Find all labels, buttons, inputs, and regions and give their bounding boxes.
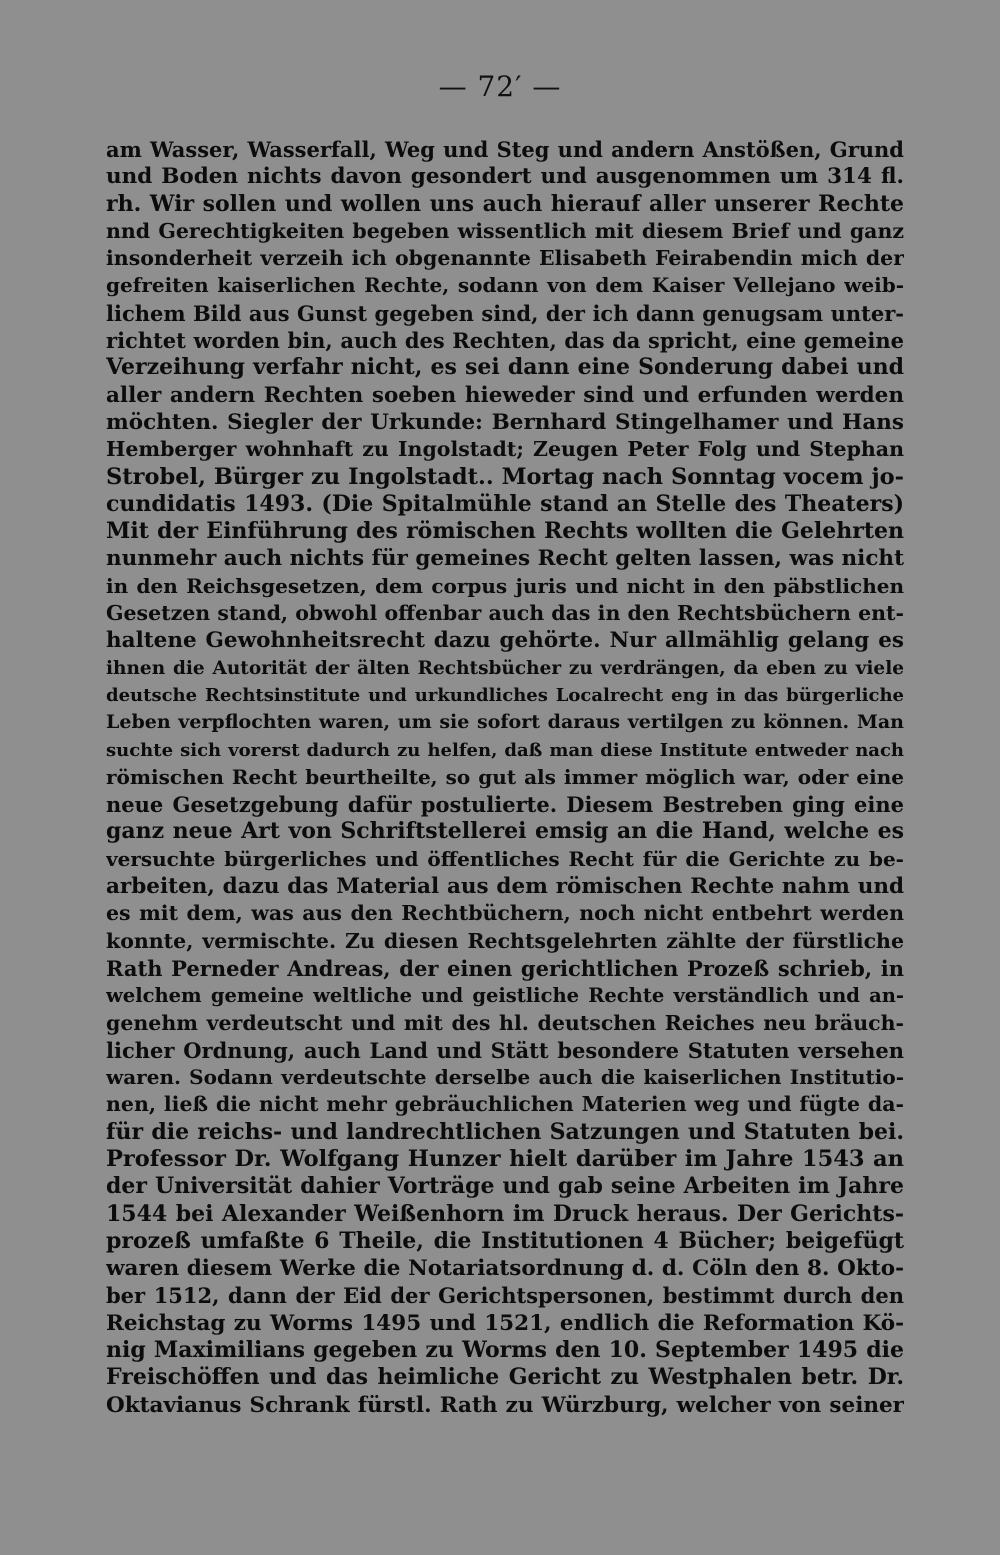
text-line: arbeiten, dazu das Material aus dem römischen Rechte nahm und [106, 874, 904, 900]
text-line: insonderheit verzeih ich obgenannte Elisabeth Feirabendin mich der [106, 246, 904, 271]
text-line: nen, ließ die nicht mehr gebräuchlichen Materien weg und fügte da- [106, 1092, 904, 1117]
text-line: ihnen die Autorität der älten Rechtsbücher zu verdrängen, da eben zu viele [106, 657, 904, 679]
text-line: lichem Bild aus Gunst gegeben sind, der ich dann genugsam unter- [106, 300, 904, 326]
text-line: neue Gesetzgebung dafür postulierte. Diesem Bestreben ging eine [106, 792, 904, 818]
text-line: haltene Gewohnheitsrecht dazu gehörte. Nur allmählig gelang es [106, 628, 904, 654]
text-line: suchte sich vorerst dadurch zu helfen, daß man diese Institute entweder nach [106, 739, 904, 761]
text-line: waren diesem Werke die Notariatsordnung d. d. Cöln den 8. Okto- [106, 1256, 904, 1282]
text-line: Mit der Einführung des römischen Rechts wollten die Gelehrten [106, 518, 904, 545]
text-line: 1544 bei Alexander Weißenhorn im Druck heraus. Der Gerichts- [106, 1200, 904, 1227]
text-line: nig Maximilians gegeben zu Worms den 10. September 1495 die [106, 1337, 904, 1364]
text-line: der Universität dahier Vorträge und gab seine Arbeiten im Jahre [106, 1173, 904, 1200]
text-line: deutsche Rechtsinstitute und urkundliches Localrecht eng in das bürgerliche [106, 684, 904, 706]
text-line: waren. Sodann verdeutschte derselbe auch die kaiserlichen Institutio- [106, 1065, 904, 1090]
text-line: in den Reichsgesetzen, dem corpus juris und nicht in den päbstlichen [106, 573, 904, 598]
text-line: am Wasser, Wasserfall, Weg und Steg und andern Anstößen, Grund [106, 137, 904, 162]
text-line: möchten. Siegler der Urkunde: Bernhard Stingelhamer und Hans [106, 409, 904, 435]
text-line: Reichstag zu Worms 1495 und 1521, endlich die Reformation Kö- [106, 1310, 904, 1336]
text-line: ganz neue Art von Schriftstellerei emsig an die Hand, welche es [106, 818, 904, 845]
text-line: nunmehr auch nichts für gemeines Recht gelten lassen, was nicht [106, 546, 904, 572]
text-line: für die reichs- und landrechtlichen Satzungen und Statuten bei. [106, 1118, 904, 1145]
text-line: Freischöffen und das heimliche Gericht zu Westphalen betr. Dr. [106, 1364, 904, 1391]
text-line: Professor Dr. Wolfgang Hunzer hielt darüber im Jahre 1543 an [106, 1145, 904, 1172]
text-line: versuchte bürgerliches und öffentliches Recht für die Gerichte zu be- [106, 846, 904, 871]
text-line: Oktavianus Schrank fürstl. Rath zu Würzburg, welcher von seiner [106, 1392, 904, 1418]
text-line: es mit dem, was aus den Rechtbüchern, noch nicht entbehrt werden [106, 901, 904, 926]
text-line: genehm verdeutscht und mit des hl. deutschen Reiches neu bräuch- [106, 1010, 904, 1035]
text-line: rh. Wir sollen und wollen uns auch hierauf aller unserer Rechte [106, 190, 904, 217]
text-line: konnte, vermischte. Zu diesen Rechtsgelehrten zählte der fürstliche [106, 928, 904, 953]
text-line: licher Ordnung, auch Land und Stätt besondere Statuten versehen [106, 1037, 904, 1063]
text-line: Hemberger wohnhaft zu Ingolstadt; Zeugen Peter Folg und Stephan [106, 437, 904, 462]
text-line: cundidatis 1493. (Die Spitalmühle stand an Stelle des Theaters) [106, 490, 904, 517]
text-line: gefreiten kaiserlichen Rechte, sodann von dem Kaiser Vellejano weib- [106, 273, 904, 298]
text-line: Leben verpflochten waren, um sie sofort daraus vertilgen zu können. Man [106, 711, 904, 734]
text-line: nnd Gerechtigkeiten begeben wissentlich mit diesem Brief und ganz [106, 218, 904, 243]
text-line: richtet worden bin, auch des Rechten, das da spricht, eine gemeine [106, 328, 904, 354]
text-line: Verzeihung verfahr nicht, es sei dann eine Sonderung dabei und [106, 354, 904, 381]
text-line: aller andern Rechten soeben hieweder sind und erfunden werden [106, 382, 904, 408]
body-text [106, 136, 904, 1419]
text-line: Rath Perneder Andreas, der einen gerichtlichen Prozeß schrieb, in [106, 955, 904, 981]
page-number: — 72′ — [438, 70, 562, 103]
text-line: römischen Recht beurtheilte, so gut als immer möglich war, oder eine [106, 764, 904, 789]
text-line: Gesetzen stand, obwohl offenbar auch das in den Rechtsbüchern ent- [106, 601, 904, 626]
text-line: welchem gemeine weltliche und geistliche Rechte verständlich und an- [106, 984, 904, 1008]
text-line: prozeß umfaßte 6 Theile, die Institutionen 4 Bücher; beigefügt [106, 1227, 904, 1254]
text-line: und Boden nichts davon gesondert und ausgenommen um 314 fl. [106, 164, 904, 190]
text-line: ber 1512, dann der Eid der Gerichtspersonen, bestimmt durch den [106, 1283, 904, 1309]
text-line: Strobel, Bürger zu Ingolstadt.. Mortag nach Sonntag vocem jo- [106, 463, 904, 490]
